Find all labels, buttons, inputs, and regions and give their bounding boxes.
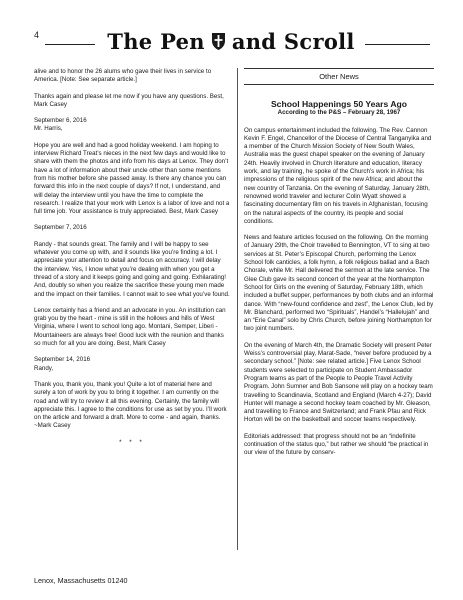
- section-rule-bottom: [244, 84, 434, 85]
- header-rule-left: [45, 44, 95, 45]
- letter-entry: [34, 381, 230, 431]
- masthead-left: The Pen: [107, 28, 205, 54]
- letter-entry: [34, 356, 230, 373]
- letter-greeting: Randy,: [34, 364, 54, 372]
- right-column: [244, 68, 434, 466]
- letter-date: September 7, 2016: [34, 224, 87, 232]
- page-header: [0, 0, 463, 60]
- intro-paragraph: alive and to honor the 26 alums who gave their lives in service to America. [Note: See separate article.]: [34, 68, 212, 84]
- letter-entry: [34, 142, 230, 217]
- letter-body: Hope you are well and had a good holiday weekend. I am hoping to interview Richard Treat’s nieces in the next few days and would like to share with them the photos and info from his days at Lenox. They don’t have a lot of information about their uncle other than some mentions from his mother before she passed away. Is there any chance you can forward this info in the next couple of days? If not, I understand, and will delay the interview until you have the time to complete the research. I realize that your work with Lenox is a labor of love and not a full time job. Your assistance is truly appreciated. Best, Mark Casey: [34, 141, 230, 216]
- letter-entry: [34, 117, 230, 134]
- section-label: Other News: [319, 72, 359, 81]
- article-paragraph: Editorials addressed: that progress should not be an “indefinite continuation of the status quo,” but rather we should “be practical in our view of the future by conserv-: [244, 432, 429, 457]
- letter-body: Lenox certainly has a friend and an advocate in you. An institution can grab you by the heart - mine is still in the hollows and hills of West Virginia, where I went to school long ago. Montani, Semper, Liberi - Mountaineers are always free! Good luck with the reunion and thanks so much for all you are doing. Best, Mark Casey: [34, 306, 226, 348]
- article-paragraph: On the evening of March 4th, the Dramatic Society will present Peter Weiss’s controversial play, Marat-Sade, “never before produced by a secondary school.” [Note: see related article.] Five Lenox School students were selected to participate on Student Ambassador Program teams as part of the People to People Travel Activity Program. John Sumner and Bob Sansone will play on a hockey team travelling to Scandinavia, Scotland and England (March 4-27); David Hunter will manage a second hockey team coached by Mr. Gleason, and travelling to France and Switzerland; and Frank Pfau and Rick Horton will be on the basketball and soccer teams respectively.: [244, 341, 433, 424]
- article-title: School Happenings 50 Years Ago: [270, 99, 408, 110]
- letter-body: Thanks again and please let me now if you have any questions. Best, Mark Casey: [34, 92, 224, 108]
- letter-entry: [34, 307, 230, 348]
- article-paragraph: News and feature articles focused on the following. On the morning of January 29th, the Choir travelled to Bennington, VT to sing at two services at St. Peter’s Episcopal Church, performing the Lenox School folk canticles, a folk hymn, a folk religious ballad and a Bach Chorale, while Mr. Hall delivered the sermon at the late service. The Glee Club gave its second concert of the year at the Northampton School for Girls on the evening of Saturday, February 18th, which included a buffet supper, performances by both clubs and an informal dance. With “new-found confidence and zest”, the Lenox Club, led by Mr. Blanchard, performed two “Spirituals”, Handel’s “Hallelujah” and an “Erie Canal” solo by Chris Church, before joining Northampton for two joint numbers.: [244, 234, 434, 333]
- section-break-stars: * * *: [119, 438, 145, 446]
- shield-crest-icon: [211, 32, 226, 51]
- left-column: [34, 68, 230, 447]
- header-rule-right: [365, 44, 430, 45]
- masthead: [95, 28, 367, 54]
- column-divider: [237, 68, 238, 550]
- masthead-right: and Scroll: [231, 28, 355, 54]
- letter-date: September 6, 2016: [34, 117, 87, 125]
- letter-entry: [34, 224, 230, 298]
- letter-body: Randy - that sounds great. The family and I will be happy to see whatever you come up with, and it sounds like you’re finding a lot. I appreciate your attention to detail and focus on accuracy. I will delay the interview. Yes, I know what you’re dealing with when you get a thread of a story and it keeps going and going and going. Exhilarating! And, doubly so when you realize the sacrifice these young men made and the impact on their families. I cannot wait to see what you’ve found.: [34, 240, 230, 298]
- article-paragraph: On campus entertainment included the following. The Rev. Cannon Kevin F. Engel, Chancellor of the Diocese of Central Tanganyika and a member of the Church Mission Society of New South Wales, Australia was the guest chapel speaker on the evening of January 24th. Heavily involved in Church literature and education, literacy work, and lay training, he spoke of the Church’s work in Africa; his impressions of the religious spirit of the new Africa; and about the new country of Tanzania. On the evening of Saturday, January 28th, renowned world traveler and lecturer Colin Wyatt showed a fascinating documentary film on his travels in Afghanistan, focusing on the natural aspects of the country, its people and social conditions.: [244, 126, 432, 225]
- article-subtitle: According to the P&S – February 28, 1967: [277, 109, 401, 117]
- letter-date: September 14, 2016: [34, 356, 91, 364]
- page-footer: Lenox, Massachusetts 01240: [34, 576, 128, 585]
- letter-body: Thank you, thank you, thank you! Quite a lot of material here and surely a ton of work by you to bring it together. I am currently on the road and will try to review it all this evening. Certainly, the family will appreciate this. I agree to the conditions for use as set by you. I’ll work on the article and forward a draft. More to come - and again, thanks. ~Mark Casey: [34, 380, 227, 430]
- letter-entry: [34, 93, 230, 110]
- page-number: 4: [34, 30, 40, 40]
- letter-greeting: Mr. Harris,: [34, 125, 63, 133]
